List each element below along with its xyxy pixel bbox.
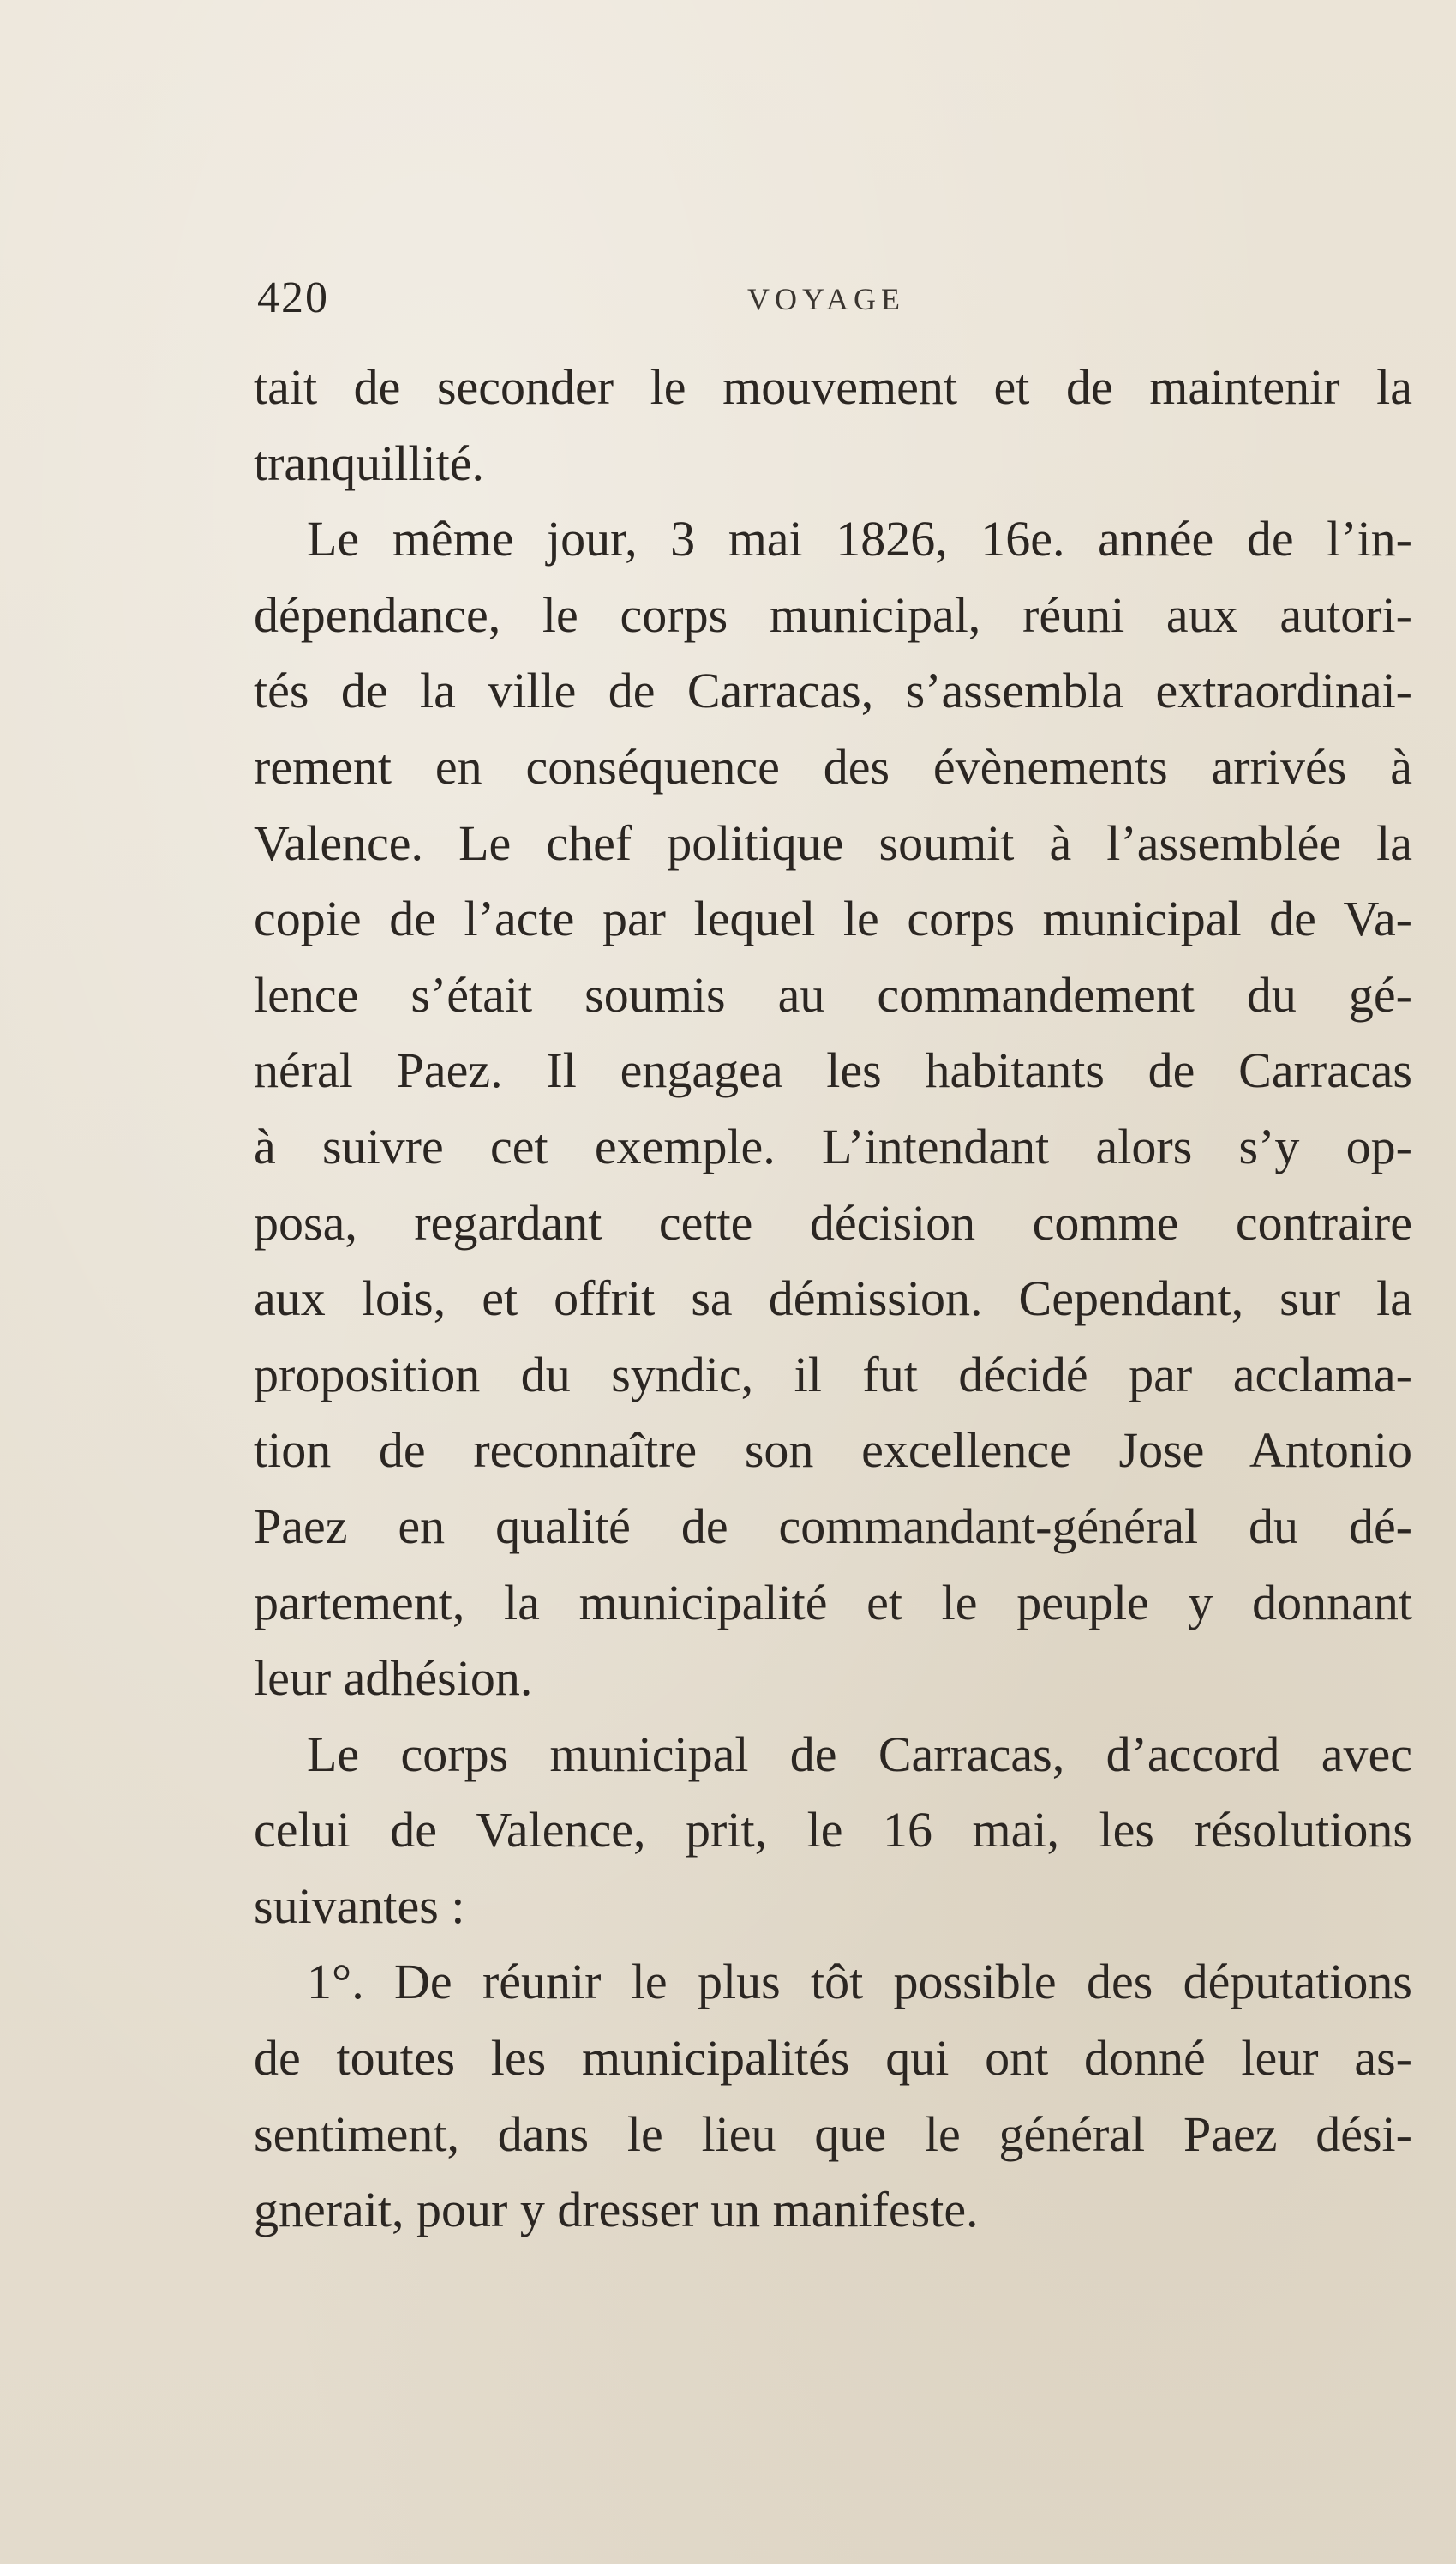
text-line: gnerait, pour y dresser un manifeste. — [254, 2182, 979, 2238]
body-text — [254, 350, 1412, 2249]
text-line: lence s’était soumis au commandement du gé- — [254, 966, 1412, 1023]
text-line: leur adhésion. — [254, 1650, 533, 1707]
text-line: de toutes les municipalités qui ont donné leur as- — [254, 2030, 1412, 2087]
text-line: tait de seconder le mouvement et de maintenir la — [254, 359, 1412, 415]
running-head — [257, 273, 1405, 324]
text-line: celui de Valence, prit, le 16 mai, les résolutions — [254, 1802, 1412, 1858]
text-line: tion de reconnaître son excellence Jose Antonio — [254, 1422, 1412, 1479]
text-line: sentiment, dans le lieu que le général Paez dési- — [254, 2105, 1412, 2162]
text-line: néral Paez. Il engagea les habitants de Carracas — [254, 1042, 1412, 1099]
text-line: proposition du syndic, il fut décidé par acclama- — [254, 1346, 1412, 1402]
text-line: tranquillité. — [254, 435, 484, 491]
text-line: tés de la ville de Carracas, s’assembla extraordinai- — [254, 663, 1412, 719]
text-line: dépendance, le corps municipal, réuni aux autori- — [254, 586, 1412, 643]
text-line: Valence. Le chef politique soumit à l’assemblée la — [254, 814, 1412, 871]
text-line: Le corps municipal de Carracas, d’accord avec — [307, 1726, 1412, 1782]
page-number: 420 — [257, 273, 329, 322]
text-line: rement en conséquence des évènements arrivés à — [254, 738, 1412, 795]
running-head-title: VOYAGE — [747, 282, 905, 316]
text-line: à suivre cet exemple. L’intendant alors s’y op- — [254, 1118, 1412, 1174]
text-line: aux lois, et offrit sa démission. Cependant, sur la — [254, 1270, 1412, 1327]
text-line: 1°. De réunir le plus tôt possible des députations — [307, 1954, 1412, 2010]
text-line: posa, regardant cette décision comme contraire — [254, 1194, 1412, 1251]
text-line: partement, la municipalité et le peuple y donnant — [254, 1574, 1412, 1630]
text-line: Paez en qualité de commandant-général du dé- — [254, 1498, 1412, 1554]
text-line: copie de l’acte par lequel le corps municipal de Va- — [254, 891, 1412, 947]
text-line: Le même jour, 3 mai 1826, 16e. année de l’in- — [307, 511, 1412, 567]
text-line: suivantes : — [254, 1877, 465, 1934]
